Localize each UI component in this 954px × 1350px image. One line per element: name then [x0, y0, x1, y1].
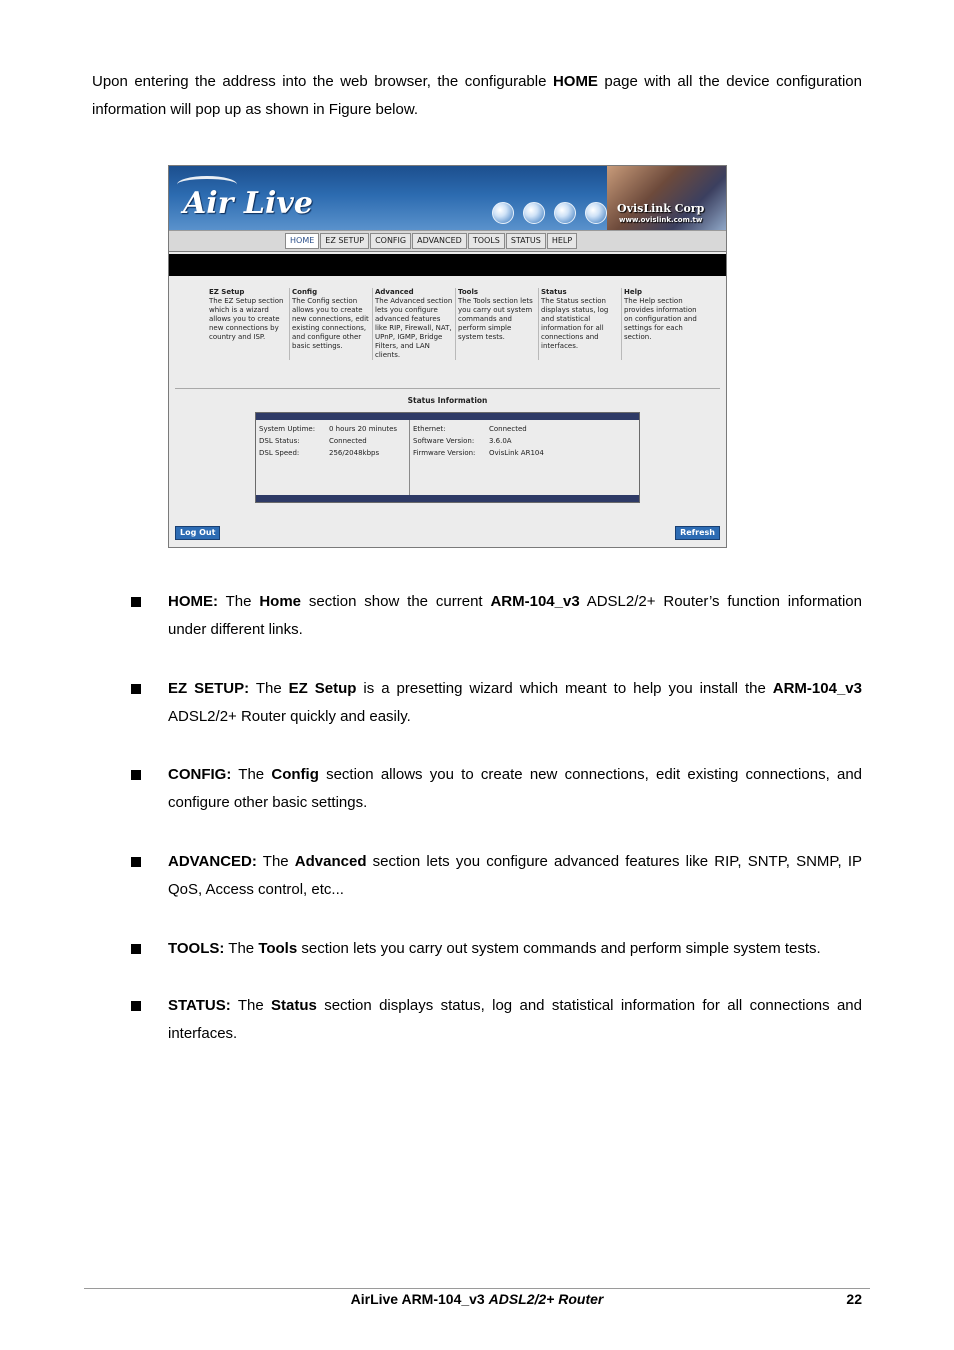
intro-paragraph [92, 68, 862, 124]
bullet-square-icon [131, 684, 141, 694]
status-row [413, 435, 544, 447]
status-left-column [259, 423, 397, 459]
intro-text-2: page with all the device configuration information will pop up as shown in Figure below. [92, 73, 862, 118]
status-information-title: Status Information [407, 396, 488, 405]
section-descriptions [207, 288, 704, 360]
bullet-text: The [218, 593, 260, 610]
bullet-text: ADSL2/2+ Router quickly and easily. [168, 708, 411, 725]
section-config [289, 288, 372, 360]
footer-rule [84, 1288, 870, 1289]
bullet-bold-term: Tools [258, 940, 298, 957]
ovislink-brand: OvisLink Corp [617, 202, 705, 215]
status-label: System Uptime: [259, 425, 316, 433]
ovislink-url: www.ovislink.com.tw [619, 216, 703, 224]
bullet-bold-term: Config [271, 766, 319, 783]
bullet-text: The [224, 940, 259, 957]
tab-ez-setup[interactable]: EZ SETUP [320, 233, 369, 249]
section-title: Tools [458, 288, 479, 296]
bullet-square-icon [131, 944, 141, 954]
bullet-bold-term: Home [259, 593, 302, 610]
globe-icons [492, 202, 616, 224]
bullet-text: section lets you configure advanced features like RIP, SNTP, SNMP, IP QoS, Access control, etc... [168, 853, 862, 898]
section-title: EZ Setup [209, 288, 245, 296]
globe-icon [554, 202, 576, 224]
airlive-logo: Air Live [183, 186, 313, 221]
tab-home[interactable]: HOME [285, 233, 319, 249]
status-divider [409, 420, 410, 495]
bullet-text: section lets you carry out system commands and perform simple system tests. [297, 940, 821, 957]
section-text: The Help section provides information on configuration and settings for each section. [624, 297, 697, 341]
section-title: Status [541, 288, 567, 296]
intro-home-bold: HOME [552, 73, 598, 90]
status-information-box [255, 412, 640, 503]
bullet-text: The [256, 853, 295, 870]
bullet-status [168, 992, 862, 1048]
status-row [259, 435, 397, 447]
bullet-heading: TOOLS: [168, 940, 225, 957]
bullet-bold-term: Status [271, 997, 317, 1014]
section-title: Config [292, 288, 318, 296]
bullet-square-icon [131, 1001, 141, 1011]
router-nav-bar [169, 230, 726, 252]
status-right-column [413, 423, 544, 459]
tab-tools[interactable]: TOOLS [468, 233, 505, 249]
status-value: 256/2048kbps [329, 449, 380, 457]
bullet-square-icon [131, 597, 141, 607]
status-box-footer [256, 495, 639, 502]
section-text: The Tools section lets you carry out system commands and perform simple system tests. [458, 297, 533, 341]
section-title: Help [624, 288, 643, 296]
footer-product: AirLive ARM-104_v3 [350, 1291, 489, 1307]
bullet-heading: STATUS: [168, 997, 231, 1014]
status-label: Software Version: [413, 437, 475, 445]
tab-status[interactable]: STATUS [506, 233, 546, 249]
status-value: 3.6.0A [489, 437, 512, 445]
section-status [538, 288, 621, 360]
globe-icon [492, 202, 514, 224]
section-ez-setup [207, 288, 289, 360]
status-row [259, 447, 397, 459]
section-text: The Config section allows you to create new connections, edit existing connections, and configure other basic settings. [292, 297, 369, 350]
bullet-text: section allows you to create new connections, edit existing connections, and configure other basic settings. [168, 766, 862, 811]
tab-config[interactable]: CONFIG [370, 233, 411, 249]
bullet-heading: EZ SETUP: [168, 680, 250, 697]
bullet-advanced [168, 848, 862, 904]
router-nav-tabs [285, 233, 578, 249]
bullet-ez-setup [168, 675, 862, 731]
bullet-heading: ADVANCED: [168, 853, 257, 870]
bullet-text: section show the current [301, 593, 491, 610]
section-text: The Advanced section lets you configure advanced features like RIP, Firewall, NAT, UPnP, IGMP, Bridge Filters, and LAN clients. [375, 297, 453, 359]
status-box-header [256, 413, 639, 420]
section-advanced [372, 288, 455, 360]
status-row [413, 447, 544, 459]
bullet-home [168, 588, 862, 644]
bullet-tools [168, 935, 862, 963]
status-row [259, 423, 397, 435]
section-text: The Status section displays status, log and statistical information for all connections and interfaces. [541, 297, 609, 350]
footer-product-italic: ADSL2/2+ Router [488, 1291, 604, 1307]
status-label: Firmware Version: [413, 449, 476, 457]
intro-text-1: Upon entering the address into the web browser, the configurable [92, 73, 553, 90]
bullet-bold-term: ARM-104_v3 [772, 680, 862, 697]
refresh-button[interactable]: Refresh [675, 526, 720, 540]
router-home-screenshot [168, 165, 727, 548]
section-text: The EZ Setup section which is a wizard allows you to create new connections by country and ISP. [209, 297, 284, 341]
status-row [413, 423, 544, 435]
bullet-text: section displays status, log and statistical information for all connections and interfaces. [168, 997, 862, 1042]
status-label: DSL Status: [259, 437, 300, 445]
bullet-text: ADSL2/2+ Router’s function information under different links. [168, 593, 862, 638]
bullet-text: The [249, 680, 289, 697]
tab-advanced[interactable]: ADVANCED [412, 233, 467, 249]
bullet-square-icon [131, 857, 141, 867]
section-tools [455, 288, 538, 360]
status-label: DSL Speed: [259, 449, 300, 457]
bullet-text: is a presetting wizard which meant to help you install the [356, 680, 773, 697]
bullet-bold-term: ARM-104_v3 [490, 593, 580, 610]
globe-icon [523, 202, 545, 224]
bullet-config [168, 761, 862, 817]
status-value: Connected [329, 437, 367, 445]
status-value: 0 hours 20 minutes [329, 425, 398, 433]
globe-icon [585, 202, 607, 224]
bullet-heading: CONFIG: [168, 766, 232, 783]
section-help [621, 288, 704, 360]
status-value: OvisLink AR104 [489, 449, 544, 457]
bullet-text: The [231, 766, 272, 783]
page-number: 22 [846, 1291, 862, 1307]
bullet-bold-term: Advanced [294, 853, 367, 870]
status-value: Connected [489, 425, 527, 433]
status-label: Ethernet: [413, 425, 446, 433]
log-out-button[interactable]: Log Out [175, 526, 220, 540]
section-title: Advanced [375, 288, 414, 296]
title-bar [169, 254, 726, 276]
bullet-square-icon [131, 770, 141, 780]
tab-help[interactable]: HELP [547, 233, 577, 249]
bullet-text: The [230, 997, 272, 1014]
divider [175, 388, 720, 389]
footer-title [84, 1291, 870, 1307]
bullet-heading: HOME: [168, 593, 218, 610]
bullet-bold-term: EZ Setup [288, 680, 357, 697]
